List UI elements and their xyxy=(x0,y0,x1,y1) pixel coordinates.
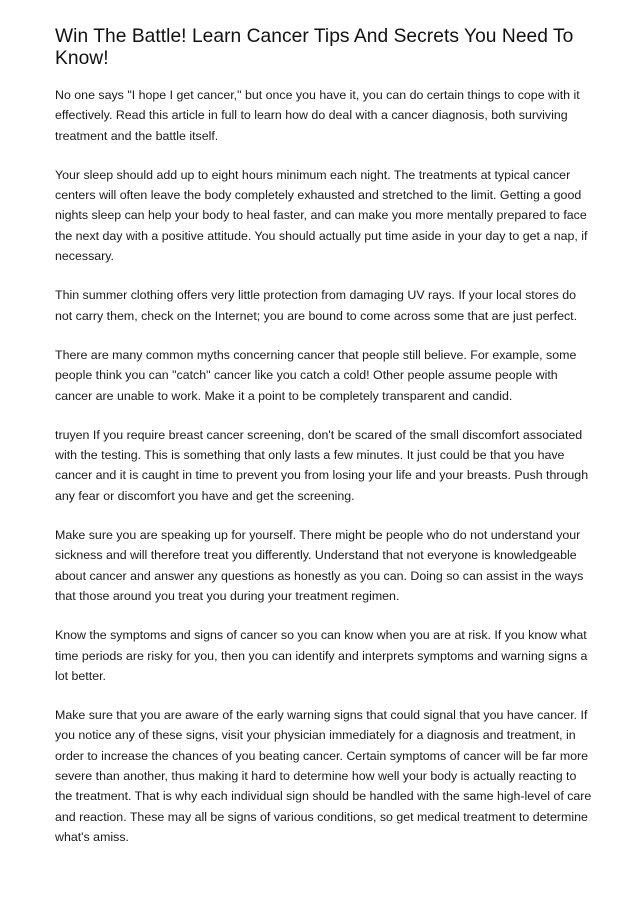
paragraph-screening: truyen If you require breast cancer screening, don't be scared of the small discomfort associated with the testing. This is something that only lasts a few minutes. It just could be that you have cancer and it is caught in time to prevent you from losing your life and your breasts. Push through any fear or discomfort you have and get the screening. xyxy=(55,427,589,503)
paragraph-myths: There are many common myths concerning cancer that people still believe. For example, some people think you can "catch" cancer like you catch a cold! Other people assume people with cancer are unable to work. Make it a point to be completely transparent and candid. xyxy=(55,347,577,403)
document-page xyxy=(55,26,595,866)
paragraph-warning-signs: Make sure that you are aware of the early warning signs that could signal that you have cancer. If you notice any of these signs, visit your physician immediately for a diagnosis and treatment, in order to increase the chances of you beating cancer. Certain symptoms of cancer will be far more severe than another, thus making it hard to determine how well your body is actually reacting to the treatment. That is why each individual sign should be handled with the same high-level of care and reaction. These may all be signs of various conditions, so get medical treatment to determine what's amiss. xyxy=(55,708,592,844)
paragraph-intro: No one says "I hope I get cancer," but once you have it, you can do certain things to cope with it effectively. Read this article in full to learn how do deal with a cancer diagnosis, both surviving treatment and the battle itself. xyxy=(55,88,580,143)
paragraph-symptoms: Know the symptoms and signs of cancer so you can know when you are at risk. If you know what time periods are risky for you, then you can identify and interprets symptoms and warning signs a lot better. xyxy=(55,628,588,683)
paragraph-sleep: Your sleep should add up to eight hours minimum each night. The treatments at typical cancer centers will often leave the body completely exhausted and stretched to the limit. Getting a good nights sleep can help your body to heal faster, and can make you more mentally prepared to face the next day with a positive attitude. You should actually put time aside in your day to get a nap, if necessary. xyxy=(55,167,588,264)
paragraph-clothing: Thin summer clothing offers very little protection from damaging UV rays. If your local stores do not carry them, check on the Internet; you are bound to come across some that are just perfect. xyxy=(55,288,578,323)
paragraph-speak-up: Make sure you are speaking up for yourself. There might be people who do not understand your sickness and will therefore treat you differently. Understand that not everyone is knowledgeable about cancer and answer any questions as honestly as you can. Doing so can assist in the ways that those around you treat you during your treatment regimen. xyxy=(55,528,584,603)
article-title: Win The Battle! Learn Cancer Tips And Secrets You Need To Know! xyxy=(55,26,574,69)
